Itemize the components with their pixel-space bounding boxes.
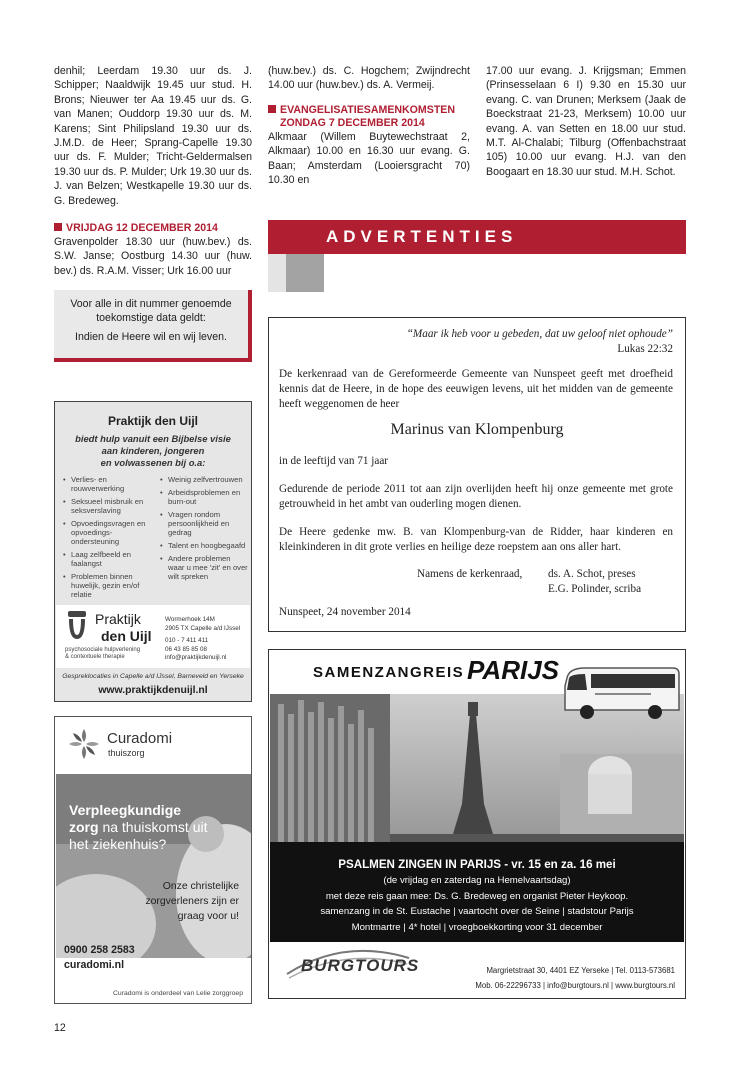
burgtours-contact-line: Mob. 06-22296733 | info@burgtours.nl | www.burgtours.nl [475,981,675,990]
praktijk-website: www.praktijkdenuijl.nl [98,685,208,696]
burgtours-logo [283,944,420,989]
list-item: • Andere problemen waar u mee 'zit' en over wilt spreken [160,554,248,581]
curadomi-website: curadomi.nl [64,958,125,971]
page-number: 12 [54,1022,66,1034]
list-item: • Talent en hoogbegaafd [160,541,248,550]
praktijk-list-right [160,475,248,585]
decorative-square [286,254,324,292]
slogan-text: na thuiskomst uit [102,819,208,835]
christian-line: graag voor u! [177,911,239,922]
obituary-intro: De kerkenraad van de Gereformeerde Gemeente van Nunspeet geeft met droefheid kennis dat de Heere, in de hope des eeuwigen levens, uit het midden van de gemeente heeft weggenomen de heer [279,368,673,410]
agenda-text: denhil; Leerdam 19.30 uur ds. J. Schipper; Naaldwijk 19.45 uur stud. H. Brons; Nieuwer ter Aa 19.45 uur ds. G. van Manen; Ouddorp 19.30 uur ds. M. Karens; Sint Philipsland 19.30 uur ds. J.M.D. de Heer; Sprang-Capelle 19.30 uur ds. F. Mulder; Tricht-Geldermalsen 19.30 uur ds. P. Mulder; Urk 19.30 uur ds. J. van Belzen; Westkapelle 19.30 uur ds. G. Bredeweg. [54,65,252,207]
samenzangreis-parijs-ad [268,649,686,999]
list-item: • Problemen binnen huwelijk, gezin en/of relatie [63,572,153,599]
praktijk-list-left [63,475,153,603]
list-item: • Vragen rondom persoonlijkheid en gedrag [160,510,248,537]
advertenties-title: ADVERTENTIES [326,227,518,246]
curadomi-ad [54,716,252,1004]
list-item: • Laag zelfbeeld en faalangst [63,550,153,568]
section-heading-vrijdag [54,222,252,235]
list-item: • Arbeidsproblemen en burn-out [160,488,248,506]
address-line: Wormerhoek 14M [165,616,215,623]
obituary-signer: ds. A. Schot, preses [548,568,636,580]
agenda-text: Gravenpolder 18.30 uur (huw.bev.) ds. S.W. Janse; Oostburg 14.30 uur (huw. bev.) ds. R.A.M. Visser; Urk 16.00 uur [54,236,252,277]
section-heading-text: EVANGELISATIESAMENKOMSTEN [280,103,456,116]
agenda-text: Alkmaar (Willem Buytewechstraat 2, Alkmaar) 10.00 en 16.30 uur evang. G. Baan; Amsterdam (Looiersgracht 70) 10.30 en [268,130,470,187]
praktijk-contact [165,616,240,663]
agenda-column-1 [54,64,252,278]
obituary-service: Gedurende de periode 2011 tot aan zijn overlijden heeft hij onze gemeente met grote getrouwheid in het ambt van ouderling mogen dienen. [279,483,673,510]
heading-square-icon [268,105,276,113]
praktijk-locations: Gespreklocaties in Capelle a/d IJssel, Barneveld en Yerseke [62,673,244,680]
praktijk-logo-tagline [65,647,140,661]
praktijk-logo-word: Praktijk [95,611,141,627]
list-item: • Opvoedingsvragen en opvoedings-ondersteuning [63,519,153,546]
parijs-info-line: Montmartre | 4* hotel | vroegboekkorting voor 31 december [351,921,603,933]
praktijk-logo-icon [65,611,89,641]
section-heading-text: ZONDAG 7 DECEMBER 2014 [280,116,425,129]
obituary-signed-prefix: Namens de kerkenraad, [417,568,523,580]
parijs-title-city: PARIJS [467,655,559,685]
notice-line: Indien de Heere wil en wij leven. [75,331,227,343]
parijs-info-line: (de vrijdag en zaterdag na Hemelvaartsdag) [383,875,571,886]
praktijk-subtitle [55,433,251,469]
praktijk-subtitle-line: aan kinderen, jongeren [101,445,205,456]
obituary-notice [268,317,686,632]
burgtours-logo-text: BURGTOURS [301,956,420,975]
burgtours-address: Margrietstraat 30, 4401 EZ Yerseke | Tel. 0113-573681 [486,966,675,975]
curadomi-contact [64,943,135,972]
curadomi-christian-text [145,879,239,924]
burgtours-contact [475,963,675,993]
agenda-column-2 [268,64,470,187]
agenda-text: 17.00 uur evang. J. Krijgsman; Emmen (Prinsesselaan 6 I) 9.30 en 15.30 uur evang. C. van Drunen; Merksem (Jaak de Boeckstraat 21-23, Merksem) 10.00 uur evang. A. van Setten en 18.00 uur stud. M.T. Al-Chalabi; Tilburg (Offenbachstraat 105) 10.00 uur evang. H.J. van den Boogaart en 18.30 uur stud. M.H. Schot. [486,65,686,178]
parijs-info-line: samenzang in de St. Eustache | vaartocht over de Seine | stadstour Parijs [320,906,634,918]
obituary-place-date: Nunspeet, 24 november 2014 [279,606,411,618]
christian-line: zorgverleners zijn er [145,896,239,907]
parijs-info-line: met deze reis gaan mee: Ds. G. Bredeweg en organist Pieter Heykoop. [325,890,629,902]
email-address: info@praktijkdenuijl.nl [165,654,227,661]
agenda-column-3 [486,64,686,179]
obituary-name: Marinus van Klompenburg [390,421,564,438]
notice-box [54,290,252,362]
praktijk-subtitle-line: biedt hulp vanuit een Bijbelse visie [75,433,231,444]
praktijk-subtitle-line: en volwassenen bij o.a: [100,457,206,468]
curadomi-footer: Curadomi is onderdeel van Lelie zorggroep [113,990,243,997]
obituary-quote: “Maar ik heb voor u gebeden, dat uw geloof niet ophoude” [406,328,673,340]
list-item: • Seksueel misbruik en seksverslaving [63,497,153,515]
praktijk-logo-word: den Uijl [101,628,152,644]
obituary-age: in de leeftijd van 71 jaar [279,455,389,467]
parijs-info-text [269,856,685,935]
curadomi-phone: 0900 258 2583 [64,944,135,956]
curadomi-sub: thuiszorg [108,748,145,758]
slogan-bold: zorg [69,819,99,835]
coach-bus-icon [561,664,681,722]
parijs-title: SAMENZANGREIS [313,664,465,681]
list-item: • Weinig zelfvertrouwen [160,475,248,484]
tagline-line: psychosociale hulpverlening [65,647,141,653]
phone-number: 010 - 7 411 411 [165,637,209,644]
section-heading-text: VRIJDAG 12 DECEMBER 2014 [66,222,218,235]
parijs-headline: PSALMEN ZINGEN IN PARIJS - vr. 15 en za. 16 mei [338,858,616,871]
agenda-text: (huw.bev.) ds. C. Hogchem; Zwijndrecht 14.00 uur (huw.bev.) ds. A. Vermeij. [268,65,470,92]
obituary-remembrance: De Heere gedenke mw. B. van Klompenburg-van de Ridder, haar kinderen en kleinkinderen in dit grote verlies en heilige deze roepstem aan ons aller hart. [279,526,673,553]
heading-square-icon [54,223,62,231]
address-line: 2905 TX Capelle a/d IJssel [165,624,241,632]
christian-line: Onze christelijke [162,881,239,892]
curadomi-name: Curadomi [107,730,173,747]
tagline-line: & contextuele therapie [65,654,125,660]
list-item: • Verlies- en rouwverwerking [63,475,153,493]
phone-number: 06 43 85 85 08 [165,645,208,653]
slogan-text: het ziekenhuis? [69,836,167,852]
curadomi-leaf-logo-icon [67,727,101,761]
curadomi-slogan [69,802,208,853]
slogan-bold: Verpleegkundige [69,802,182,818]
obituary-quote-reference: Lukas 22:32 [617,343,673,355]
praktijk-title: Praktijk den Uijl [107,414,199,428]
decorative-square [268,254,286,292]
notice-line: Voor alle in dit nummer genoemde toekomstige data geldt: [70,298,232,324]
praktijk-den-uijl-ad [54,401,252,702]
section-heading-evangelisatie [268,104,470,130]
obituary-signer: E.G. Polinder, scriba [548,583,642,595]
